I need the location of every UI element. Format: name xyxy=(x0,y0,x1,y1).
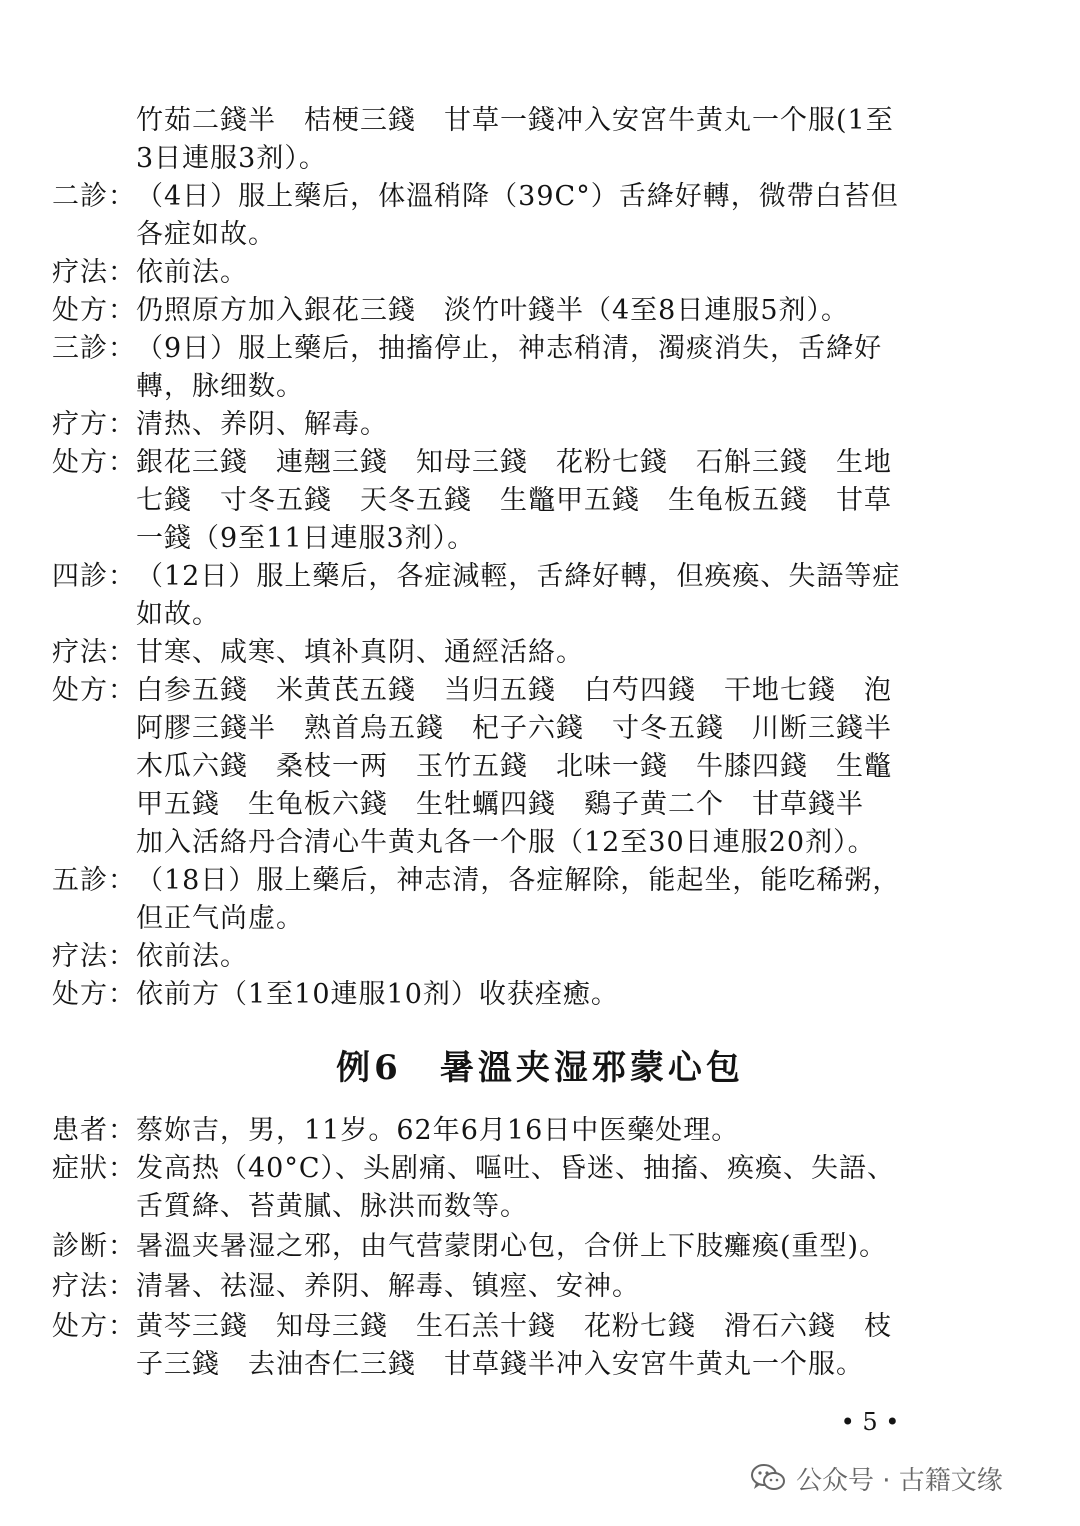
line-text: 暑溫夹暑湿之邪，由气营蒙閉心包，合併上下肢癱瘓(重型)。 xyxy=(136,1231,888,1262)
text-line xyxy=(0,216,1000,254)
line-text: （12日）服上藥后，各症減輕，舌絳好轉，但痪瘓、失語等症 xyxy=(136,561,901,592)
line-text: 舌質絳、苔黄膩、脉洪而数等。 xyxy=(136,1191,528,1222)
line-text: 子三錢 去油杏仁三錢 甘草錢半冲入安宮牛黄丸一个服。 xyxy=(136,1349,864,1380)
line-text: 依前法。 xyxy=(136,257,248,288)
text-line xyxy=(0,482,1000,520)
text-line xyxy=(0,254,1000,292)
text-line xyxy=(0,1188,1000,1226)
line-text: 一錢（9至11日連服3剂）。 xyxy=(136,523,476,554)
line-label: 处方： xyxy=(52,447,136,478)
line-label: 二診： xyxy=(52,181,136,212)
text-line xyxy=(0,596,1000,634)
line-label: 疗法： xyxy=(52,1271,136,1302)
text-line xyxy=(0,368,1000,406)
line-text: 木瓜六錢 桑枝一两 玉竹五錢 北味一錢 牛膝四錢 生鼈 xyxy=(136,751,892,782)
text-line xyxy=(0,330,1000,368)
text-line xyxy=(0,1228,1000,1266)
line-label: 患者： xyxy=(52,1115,136,1146)
text-line xyxy=(0,1268,1000,1306)
text-line xyxy=(0,520,1000,558)
line-text: 阿膠三錢半 熟首烏五錢 杞子六錢 寸冬五錢 川断三錢半 xyxy=(136,713,892,744)
text-line xyxy=(0,1112,1000,1150)
line-text: 轉，脉细数。 xyxy=(136,371,304,402)
text-line xyxy=(0,558,1000,596)
line-text: 依前法。 xyxy=(136,941,248,972)
line-label: 症狀： xyxy=(52,1153,136,1184)
line-text: 白参五錢 米黄芪五錢 当归五錢 白芍四錢 干地七錢 泡 xyxy=(136,675,892,706)
line-text: 甘寒、咸寒、填补真阴、通經活絡。 xyxy=(136,637,584,668)
line-text: 加入活絡丹合清心牛黄丸各一个服（12至30日連服20剂）。 xyxy=(136,827,876,858)
line-text: 3日連服3剂）。 xyxy=(136,143,327,174)
text-line xyxy=(0,786,1000,824)
text-line xyxy=(0,900,1000,938)
text-line xyxy=(0,634,1000,672)
line-label: 疗法： xyxy=(52,941,136,972)
text-line xyxy=(0,938,1000,976)
line-label: 处方： xyxy=(52,675,136,706)
line-text: 竹茹二錢半 桔梗三錢 甘草一錢冲入安宮牛黄丸一个服(1至 xyxy=(136,105,894,136)
text-line xyxy=(0,102,1000,140)
line-label: 三診： xyxy=(52,333,136,364)
line-label: 診断： xyxy=(52,1231,136,1262)
text-line xyxy=(0,178,1000,216)
line-label: 四診： xyxy=(52,561,136,592)
line-text: 甲五錢 生龟板六錢 生牡蠣四錢 鷄子黄二个 甘草錢半 xyxy=(136,789,864,820)
line-text: 仍照原方加入銀花三錢 淡竹叶錢半（4至8日連服5剂）。 xyxy=(136,295,850,326)
line-label: 疗方： xyxy=(52,409,136,440)
line-text: （4日）服上藥后，体溫稍降（39C°）舌絳好轉，微帶白苔但 xyxy=(136,181,899,212)
watermark xyxy=(750,1458,1003,1498)
line-text: （18日）服上藥后，神志清，各症解除，能起坐，能吃稀粥， xyxy=(136,865,901,896)
page-number: • 5 • xyxy=(840,1408,900,1436)
line-text: 发高热（40°C）、头剧痛、嘔吐、昏迷、抽搐、痪瘓、失語、 xyxy=(136,1153,896,1184)
line-label: 五診： xyxy=(52,865,136,896)
line-text: 各症如故。 xyxy=(136,219,276,250)
line-label: 处方： xyxy=(52,979,136,1010)
text-line xyxy=(0,710,1000,748)
line-text: 但正气尚虚。 xyxy=(136,903,304,934)
text-line xyxy=(0,292,1000,330)
text-line xyxy=(0,672,1000,710)
wechat-icon xyxy=(750,1463,786,1493)
line-label: 处方： xyxy=(52,1311,136,1342)
watermark-text: 公众号 · 古籍文缘 xyxy=(796,1465,1003,1496)
line-text: 銀花三錢 連翹三錢 知母三錢 花粉七錢 石斛三錢 生地 xyxy=(136,447,892,478)
text-line xyxy=(0,824,1000,862)
section-title: 例6 暑溫夹湿邪蒙心包 xyxy=(336,1048,744,1088)
line-text: 蔡妳吉，男，11岁。62年6月16日中医藥处理。 xyxy=(136,1115,740,1146)
line-text: 黄芩三錢 知母三錢 生石羔十錢 花粉七錢 滑石六錢 枝 xyxy=(136,1311,892,1342)
line-text: 如故。 xyxy=(136,599,220,630)
text-line xyxy=(0,1346,1000,1384)
line-text: 清暑、祛湿、养阴、解毒、镇痙、安神。 xyxy=(136,1271,640,1302)
text-line xyxy=(0,748,1000,786)
line-label: 处方： xyxy=(52,295,136,326)
line-text: 七錢 寸冬五錢 天冬五錢 生鼈甲五錢 生龟板五錢 甘草 xyxy=(136,485,892,516)
text-line xyxy=(0,140,1000,178)
line-text: 清热、养阴、解毒。 xyxy=(136,409,388,440)
line-label: 疗法： xyxy=(52,637,136,668)
line-text: 依前方（1至10連服10剂）收获痊癒。 xyxy=(136,979,619,1010)
text-line xyxy=(0,862,1000,900)
line-text: （9日）服上藥后，抽搐停止，神志稍清，濁痰消失，舌絳好 xyxy=(136,333,883,364)
line-label: 疗法： xyxy=(52,257,136,288)
text-line xyxy=(0,444,1000,482)
text-line xyxy=(0,1308,1000,1346)
text-line xyxy=(0,1150,1000,1188)
text-line xyxy=(0,406,1000,444)
text-line xyxy=(0,976,1000,1014)
